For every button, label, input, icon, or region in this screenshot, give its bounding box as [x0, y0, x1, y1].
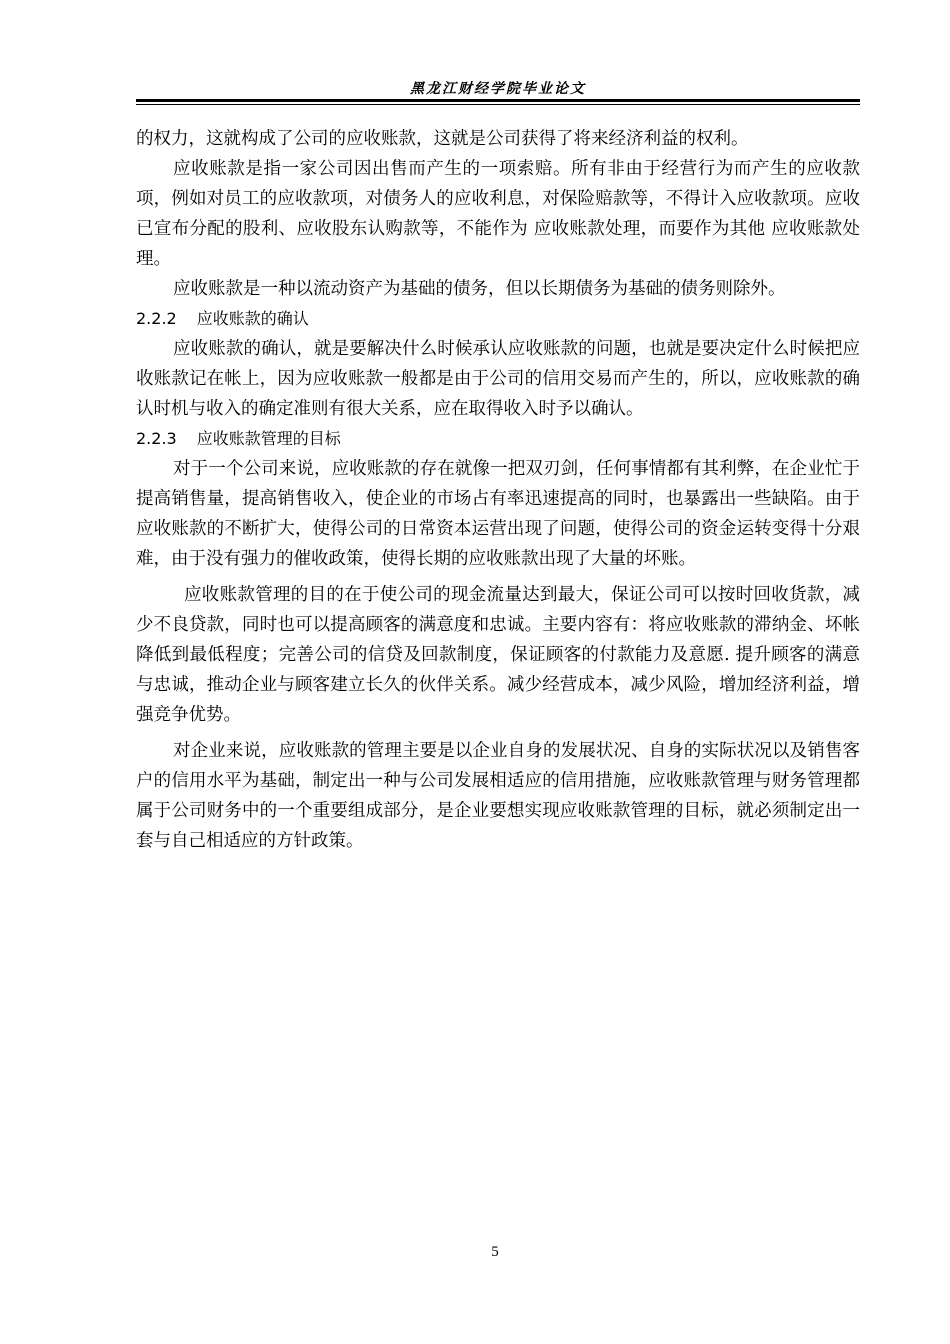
paragraph-double-edged-sword: 对于一个公司来说，应收账款的存在就像一把双刃剑，任何事情都有其利弊，在企业忙于提高销售量，提高销售收入，使企业的市场占有率迅速提高的同时，也暴露出一些缺陷。由于应收账款的不断扩大，使得公司的日常资本运营出现了问题，使得公司的资金运转变得十分艰难，由于没有强力的催收政策，使得长期的应收账款出现了大量的坏账。 [136, 459, 860, 569]
section-title: 应收账款的确认 [196, 309, 309, 328]
header-rule-thin [136, 104, 860, 105]
section-number: 2.2.2 [136, 309, 177, 328]
paragraph-receivables-definition: 应收账款是指一家公司因出售而产生的一项索赔。所有非由于经营行为而产生的应收款项，例如对员工的应收款项，对债务人的应收利息，对保险赔款等，不得计入应收款项。应收已宣布分配的股利、应收股东认购款等，不能作为 应收账款处理，而要作为其他 应收账款处理。 [136, 159, 860, 269]
paragraph-enterprise-policy: 对企业来说，应收账款的管理主要是以企业自身的发展状况、自身的实际状况以及销售客户的信用水平为基础，制定出一种与公司发展相适应的信用措施，应收账款管理与财务管理都属于公司财务中的一个重要组成部分，是企业要想实现应收账款管理的目标，就必须制定出一套与自己相适应的方针政策。 [136, 741, 860, 851]
paragraph-management-goal: 应收账款管理的目的在于使公司的现金流量达到最大，保证公司可以按时回收货款，减少不良贷款，同时也可以提高顾客的满意度和忠诚。主要内容有：将应收账款的滞纳金、坏帐降低到最低程度；完善公司的信贷及回款制度，保证顾客的付款能力及意愿. 提升顾客的满意与忠诚，推动企业与顾客建立长久的伙伴关系。减少经营成本，减少风险，增加经济利益，增强竞争优势。 [136, 585, 860, 725]
section-heading-2-2-2 [136, 304, 860, 334]
header-rule-thick [136, 99, 860, 102]
running-header-title: 黑龙江财经学院毕业论文 [410, 81, 586, 97]
paragraph-continuation: 的权力，这就构成了公司的应收账款，这就是公司获得了将来经济利益的权利。 [136, 129, 749, 149]
section-number: 2.2.3 [136, 429, 177, 448]
body-text [136, 124, 860, 856]
page-number: 5 [491, 1244, 499, 1260]
paragraph-receivables-debt: 应收账款是一种以流动资产为基础的债务，但以长期债务为基础的债务则除外。 [173, 279, 786, 299]
section-title: 应收账款管理的目标 [196, 429, 341, 448]
section-heading-2-2-3 [136, 424, 860, 454]
paragraph-recognition: 应收账款的确认，就是要解决什么时候承认应收账款的问题，也就是要决定什么时候把应收账款记在帐上，因为应收账款一般都是由于公司的信用交易而产生的，所以，应收账款的确认时机与收入的确定准则有很大关系，应在取得收入时予以确认。 [136, 339, 860, 419]
